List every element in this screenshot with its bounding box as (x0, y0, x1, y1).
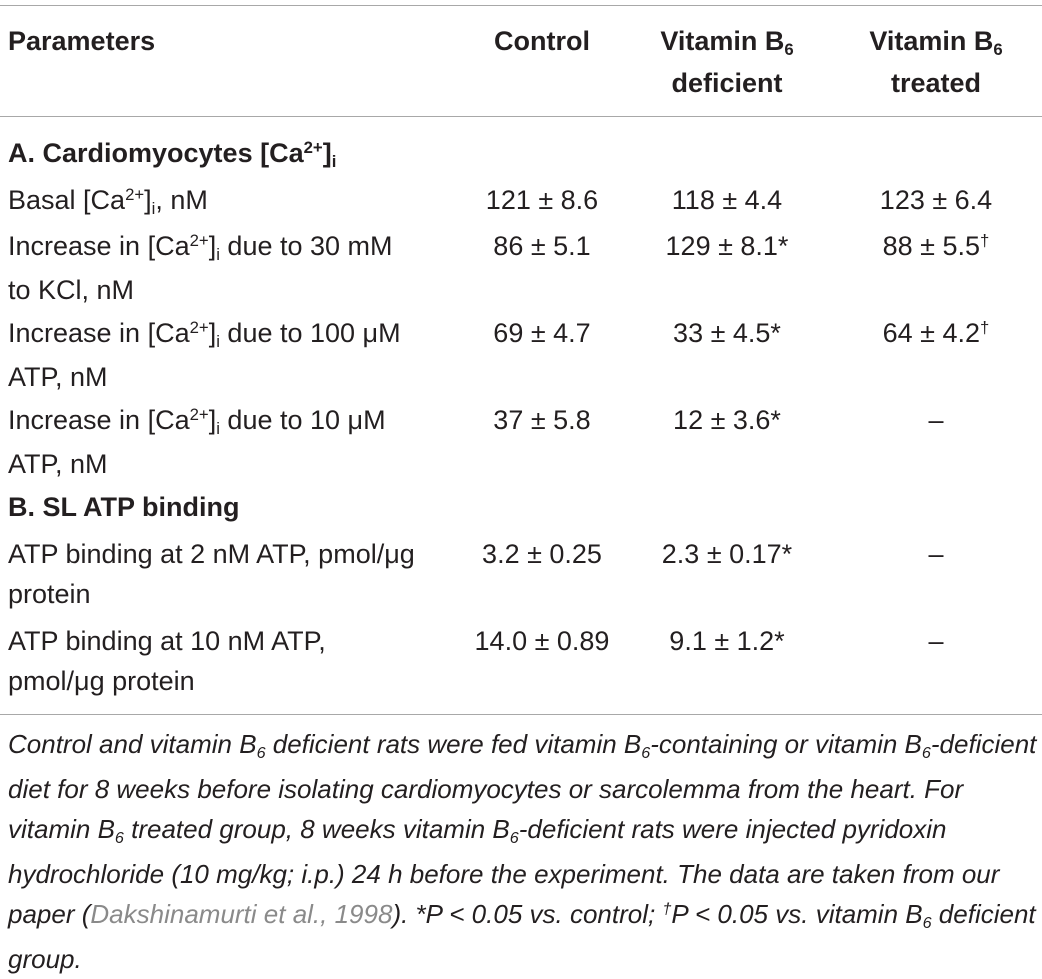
cell-treated (846, 180, 1026, 224)
label-text: Increase in [Ca (8, 405, 190, 435)
table-row-label (8, 226, 393, 310)
label-sub: i (216, 245, 220, 265)
cell-treated (846, 313, 1026, 357)
table-row-label (8, 313, 401, 397)
label-sup: 2+ (125, 184, 145, 204)
label-line2: ATP, nM (8, 449, 108, 479)
footnote-sub: 6 (641, 743, 651, 762)
footnote-sub: 6 (256, 743, 266, 762)
header-parameters: Parameters (8, 26, 156, 56)
section-a-title-sup: 2+ (303, 137, 323, 157)
label-post: due to 30 mM (219, 231, 393, 261)
cell-treated-value: 88 ± 5.5 (882, 231, 981, 261)
footnote-text: -deficient rats were injected pyridoxin hydrochloride (10 mg/kg; i.p.) 24 h before the experiment. The data are taken from our paper ( (8, 814, 1000, 929)
label-post: due to 100 μM (219, 318, 401, 348)
footnote-text: ). *P < 0.05 vs. control; (392, 899, 663, 929)
cell-treated-value: – (928, 405, 944, 435)
header-treated-line2: treated (890, 68, 982, 98)
cell-control: 86 ± 5.1 (493, 231, 591, 261)
cell-treated: – (928, 626, 944, 656)
label-sub: i (216, 332, 220, 352)
footnote-text: P < 0.05 vs. vitamin B (671, 899, 923, 929)
footnote-text: -containing or vitamin B (650, 729, 922, 759)
header-rule (0, 116, 1042, 117)
label-line2: ATP, nM (8, 362, 108, 392)
cell-treated-value: 64 ± 4.2 (882, 318, 981, 348)
header-control: Control (494, 26, 590, 56)
cell-control: 14.0 ± 0.89 (474, 626, 610, 656)
label-close: ] (208, 318, 217, 348)
table-row-label (8, 400, 386, 484)
cell-treated (846, 400, 1026, 444)
label-line2: pmol/μg protein (8, 666, 195, 696)
footnote-sub: 6 (921, 743, 931, 762)
bottom-rule (0, 714, 1042, 715)
section-b-title: B. SL ATP binding (8, 492, 240, 522)
cell-treated: – (928, 539, 944, 569)
label-text: Increase in [Ca (8, 231, 190, 261)
label-sup: 2+ (189, 404, 209, 424)
footnote-text: Control and vitamin B (8, 729, 257, 759)
label-sup: 2+ (189, 317, 209, 337)
cell-deficient: 12 ± 3.6* (673, 405, 781, 435)
section-a-title-close: ] (322, 138, 332, 168)
cell-control: 69 ± 4.7 (493, 318, 591, 348)
cell-deficient: 129 ± 8.1* (665, 231, 789, 261)
section-a-title-sub: i (331, 152, 337, 172)
header-deficient-sub: 6 (784, 40, 794, 60)
label-text: Basal [Ca (8, 185, 126, 215)
cell-deficient: 118 ± 4.4 (671, 185, 783, 215)
table-footnote (8, 724, 1038, 979)
cell-deficient: 2.3 ± 0.17* (661, 539, 793, 569)
label-close: ] (208, 405, 217, 435)
footnote-text: deficient rats were fed vitamin B (265, 729, 642, 759)
cell-control: 37 ± 5.8 (493, 405, 591, 435)
footnote-dagger: † (662, 900, 672, 919)
footnote-text: treated group, 8 weeks vitamin B (123, 814, 510, 844)
label-close: ] (144, 185, 152, 215)
reference-link[interactable]: Dakshinamurti et al., 1998 (90, 899, 393, 929)
footnote-sub: 6 (114, 828, 124, 847)
cell-deficient: 9.1 ± 1.2* (669, 626, 785, 656)
cell-control: 3.2 ± 0.25 (482, 539, 602, 569)
label-line2: to KCl, nM (8, 275, 135, 305)
cell-treated-mark: † (980, 317, 990, 337)
cell-deficient: 33 ± 4.5* (673, 318, 781, 348)
label-post: due to 10 μM (219, 405, 386, 435)
header-treated-sub: 6 (993, 40, 1003, 60)
label-line1: ATP binding at 10 nM ATP, (8, 626, 326, 656)
header-deficient-line2: deficient (671, 68, 783, 98)
label-text: Increase in [Ca (8, 318, 190, 348)
section-a-title-text: A. Cardiomyocytes [Ca (8, 138, 304, 168)
footnote-text: deficient group. (8, 899, 1036, 974)
footnote-text: -deficient diet for 8 weeks before isolating cardiomyocytes or sarcolemma from the heart. For vitamin B (8, 729, 1037, 844)
top-rule (0, 5, 1042, 6)
label-sub: i (151, 199, 156, 219)
footnote-sub: 6 (509, 828, 519, 847)
label-line1: ATP binding at 2 nM ATP, pmol/μg (8, 539, 415, 569)
cell-treated-mark: † (980, 230, 990, 250)
footnote-sub: 6 (922, 913, 932, 932)
cell-control: 121 ± 8.6 (485, 185, 599, 215)
cell-treated (846, 226, 1026, 270)
label-close: ] (208, 231, 217, 261)
label-line2: protein (8, 579, 91, 609)
header-treated-line1: Vitamin B (869, 26, 994, 56)
section-a-title (8, 133, 336, 177)
label-post: , nM (155, 185, 208, 215)
cell-treated-value: 123 ± 6.4 (879, 185, 993, 215)
table-row-label (8, 534, 415, 614)
label-sup: 2+ (189, 230, 209, 250)
header-treated (846, 22, 1026, 102)
table-row-label (8, 180, 208, 224)
header-deficient-line1: Vitamin B (660, 26, 785, 56)
label-sub: i (216, 419, 220, 439)
table-row-label (8, 621, 326, 701)
header-deficient (637, 22, 817, 102)
